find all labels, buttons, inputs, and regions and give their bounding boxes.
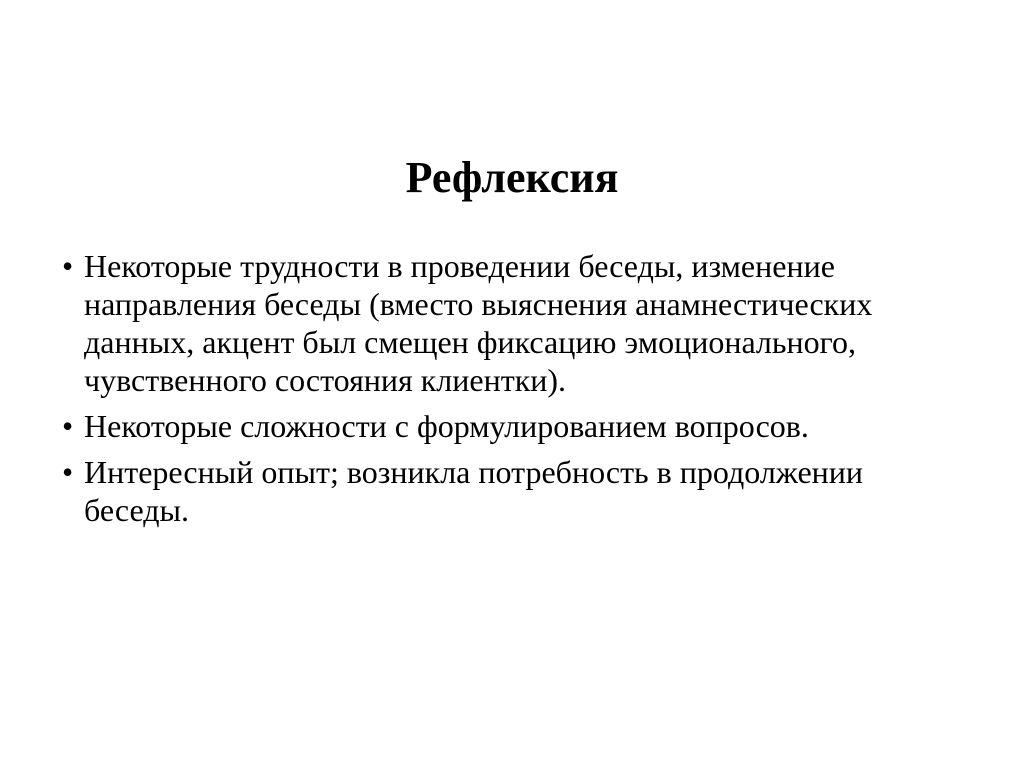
bullet-icon: • [62, 408, 74, 444]
bullet-text: Некоторые сложности с формулированием вопросов. [84, 408, 809, 444]
bullet-text: Интересный опыт; возникла потребность в продолжении беседы. [84, 454, 864, 528]
bullet-list [62, 247, 962, 537]
bullet-text: Некоторые трудности в проведении беседы, изменение направления беседы (вместо выяснения анамнестических данных, акцент был смещен фиксацию эмоционального, чувственного состояния клиентки). [84, 248, 873, 398]
bullet-item [62, 453, 962, 529]
slide-title: Рефлексия [405, 153, 619, 202]
bullet-item [62, 407, 962, 445]
bullet-item [62, 247, 962, 399]
bullet-icon: • [62, 454, 74, 490]
bullet-icon: • [62, 248, 74, 284]
